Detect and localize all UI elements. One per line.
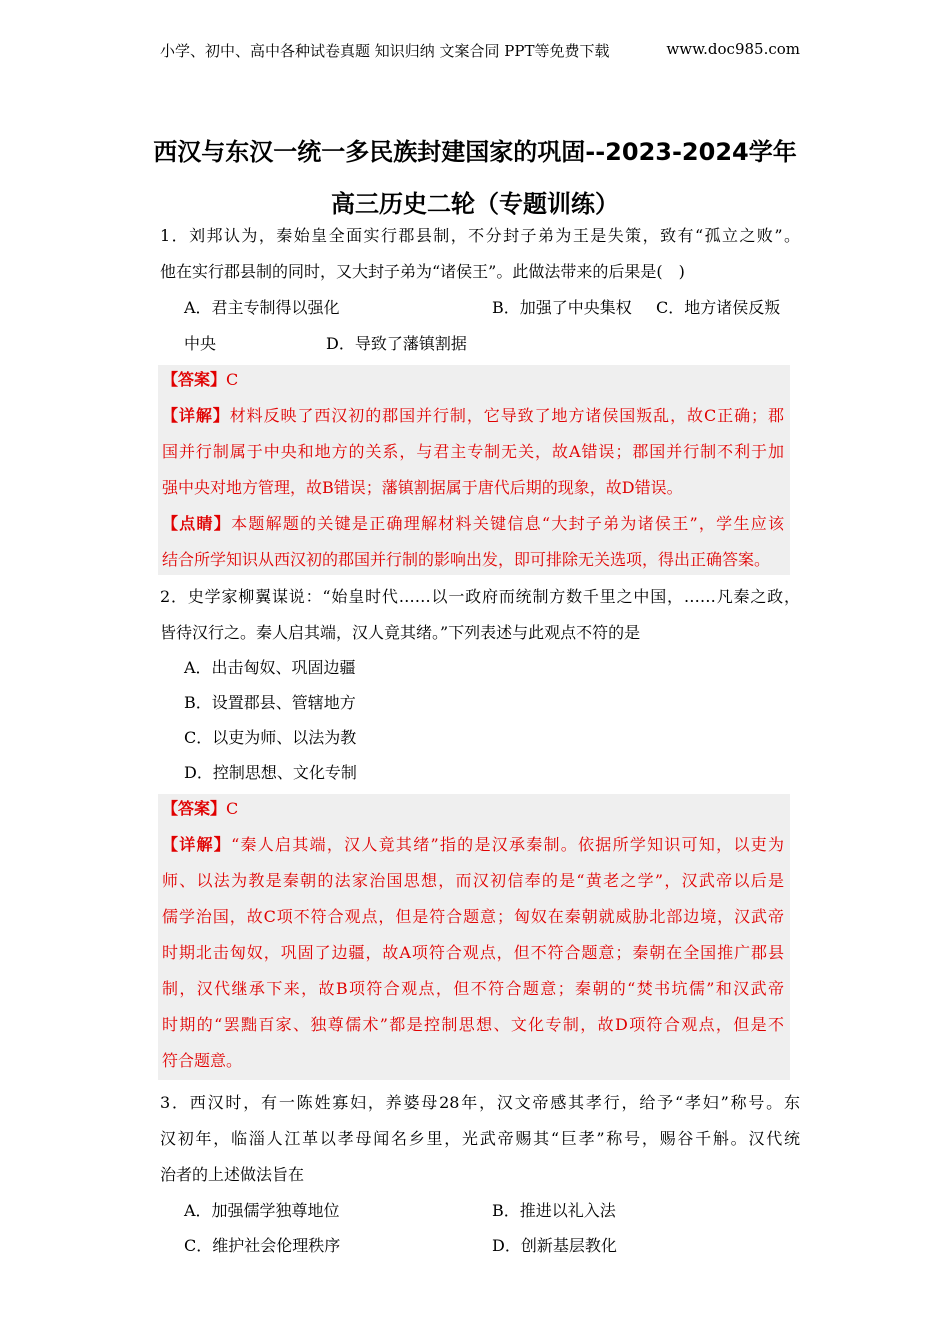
- tip-text: 本题解题的关键是正确理解材料关键信息“大封子弟为诸侯王”，学生应该: [231, 514, 784, 533]
- question-1-tip-line-1: [162, 513, 784, 535]
- detail-text: “秦人启其端，汉人竟其绪”指的是汉承秦制。依据所学知识可知，以吏为: [231, 835, 784, 854]
- answer-tag: 【答案】: [162, 799, 227, 818]
- question-1-stem-line-1: 1．刘邦认为，秦始皇全面实行郡县制，不分封子弟为王是失策，致有“孤立之败”。: [160, 226, 800, 245]
- question-2-detail-line-5: 制，汉代继承下来，故B项符合观点，但不符合题意；秦朝的“焚书坑儒”和汉武帝: [162, 979, 784, 998]
- question-2-detail-line-2: 师、以法为教是秦朝的法家治国思想，而汉初信奉的是“黄老之学”，汉武帝以后是: [162, 871, 784, 890]
- question-1-option-c-continued: 中央: [184, 334, 217, 353]
- detail-text: 材料反映了西汉初的郡国并行制，它导致了地方诸侯国叛乱，故C正确；郡: [229, 406, 784, 425]
- question-2-stem-line-2: 皆待汉行之。秦人启其端，汉人竟其绪。”下列表述与此观点不符的是: [160, 623, 641, 642]
- question-1-stem-line-2: 他在实行郡县制的同时，又大封子弟为“诸侯王”。此做法带来的后果是( ): [160, 262, 685, 281]
- question-1-tip-line-2: 结合所学知识从西汉初的郡国并行制的影响出发，即可排除无关选项，得出正确答案。: [162, 550, 771, 569]
- page-header: [160, 40, 800, 61]
- question-1-option-a: A．君主专制得以强化: [184, 298, 340, 317]
- question-3-stem-line-3: 治者的上述做法旨在: [160, 1165, 305, 1184]
- question-1-option-b: B．加强了中央集权: [492, 298, 632, 317]
- question-2-detail-line-6: 时期的“罢黜百家、独尊儒术”都是控制思想、文化专制，故D项符合观点，但是不: [162, 1015, 784, 1034]
- header-slogan: 小学、初中、高中各种试卷真题 知识归纳 文案合同 PPT等免费下载: [160, 42, 610, 60]
- question-2-detail-line-4: 时期北击匈奴，巩固了边疆，故A项符合观点，但不符合题意；秦朝在全国推广郡县: [162, 943, 784, 962]
- question-1-answer: [162, 369, 802, 391]
- question-1-detail-line-3: 强中央对地方管理，故B错误；藩镇割据属于唐代后期的现象，故D错误。: [162, 478, 683, 497]
- question-3-option-b: B．推进以礼入法: [492, 1201, 616, 1220]
- document-title-line-2: 高三历史二轮（专题训练）: [331, 190, 619, 218]
- question-2-detail-line-1: [162, 834, 784, 856]
- tip-tag: 【点睛】: [162, 514, 232, 533]
- question-2-option-c: C．以吏为师、以法为教: [184, 728, 357, 747]
- question-2-detail-line-3: 儒学治国，故C项不符合观点，但是符合题意；匈奴在秦朝就威胁北部边境，汉武帝: [162, 907, 784, 926]
- detail-tag: 【详解】: [162, 835, 232, 854]
- document-title-line-1: 西汉与东汉一统一多民族封建国家的巩固--2023-2024学年: [153, 138, 797, 166]
- question-2-stem-line-1: 2．史学家柳翼谋说：“始皇时代……以一政府而统制方数千里之中国，……凡秦之政，: [160, 587, 800, 606]
- answer-value: C: [226, 370, 239, 389]
- question-2-answer-box: [158, 794, 790, 1080]
- question-1-option-c: C．地方诸侯反叛: [656, 298, 781, 317]
- question-3-option-d: D．创新基层教化: [492, 1236, 617, 1255]
- question-2-option-a: A．出击匈奴、巩固边疆: [184, 658, 356, 677]
- question-3-stem-line-2: 汉初年，临淄人江革以孝母闻名乡里，光武帝赐其“巨孝”称号，赐谷千斛。汉代统: [160, 1129, 800, 1148]
- answer-tag: 【答案】: [162, 370, 227, 389]
- answer-value: C: [226, 799, 239, 818]
- question-3-stem-line-1: 3．西汉时，有一陈姓寡妇，养婆母28年，汉文帝感其孝行，给予“孝妇”称号。东: [160, 1093, 800, 1112]
- question-3-option-a: A．加强儒学独尊地位: [184, 1201, 340, 1220]
- question-2-detail-line-7: 符合题意。: [162, 1051, 243, 1070]
- question-2-option-b: B．设置郡县、管辖地方: [184, 693, 356, 712]
- question-1-detail-line-2: 国并行制属于中央和地方的关系，与君主专制无关，故A错误；郡国并行制不利于加: [162, 442, 784, 461]
- question-2-answer: [162, 798, 802, 820]
- question-2-option-d: D．控制思想、文化专制: [184, 763, 357, 782]
- question-1-detail-line-1: [162, 405, 784, 427]
- question-1-answer-box: [158, 365, 790, 575]
- header-website[interactable]: www.doc985.com: [666, 40, 800, 58]
- question-3-option-c: C．维护社会伦理秩序: [184, 1236, 341, 1255]
- question-1-option-d: D．导致了藩镇割据: [326, 334, 467, 353]
- detail-tag: 【详解】: [162, 406, 230, 425]
